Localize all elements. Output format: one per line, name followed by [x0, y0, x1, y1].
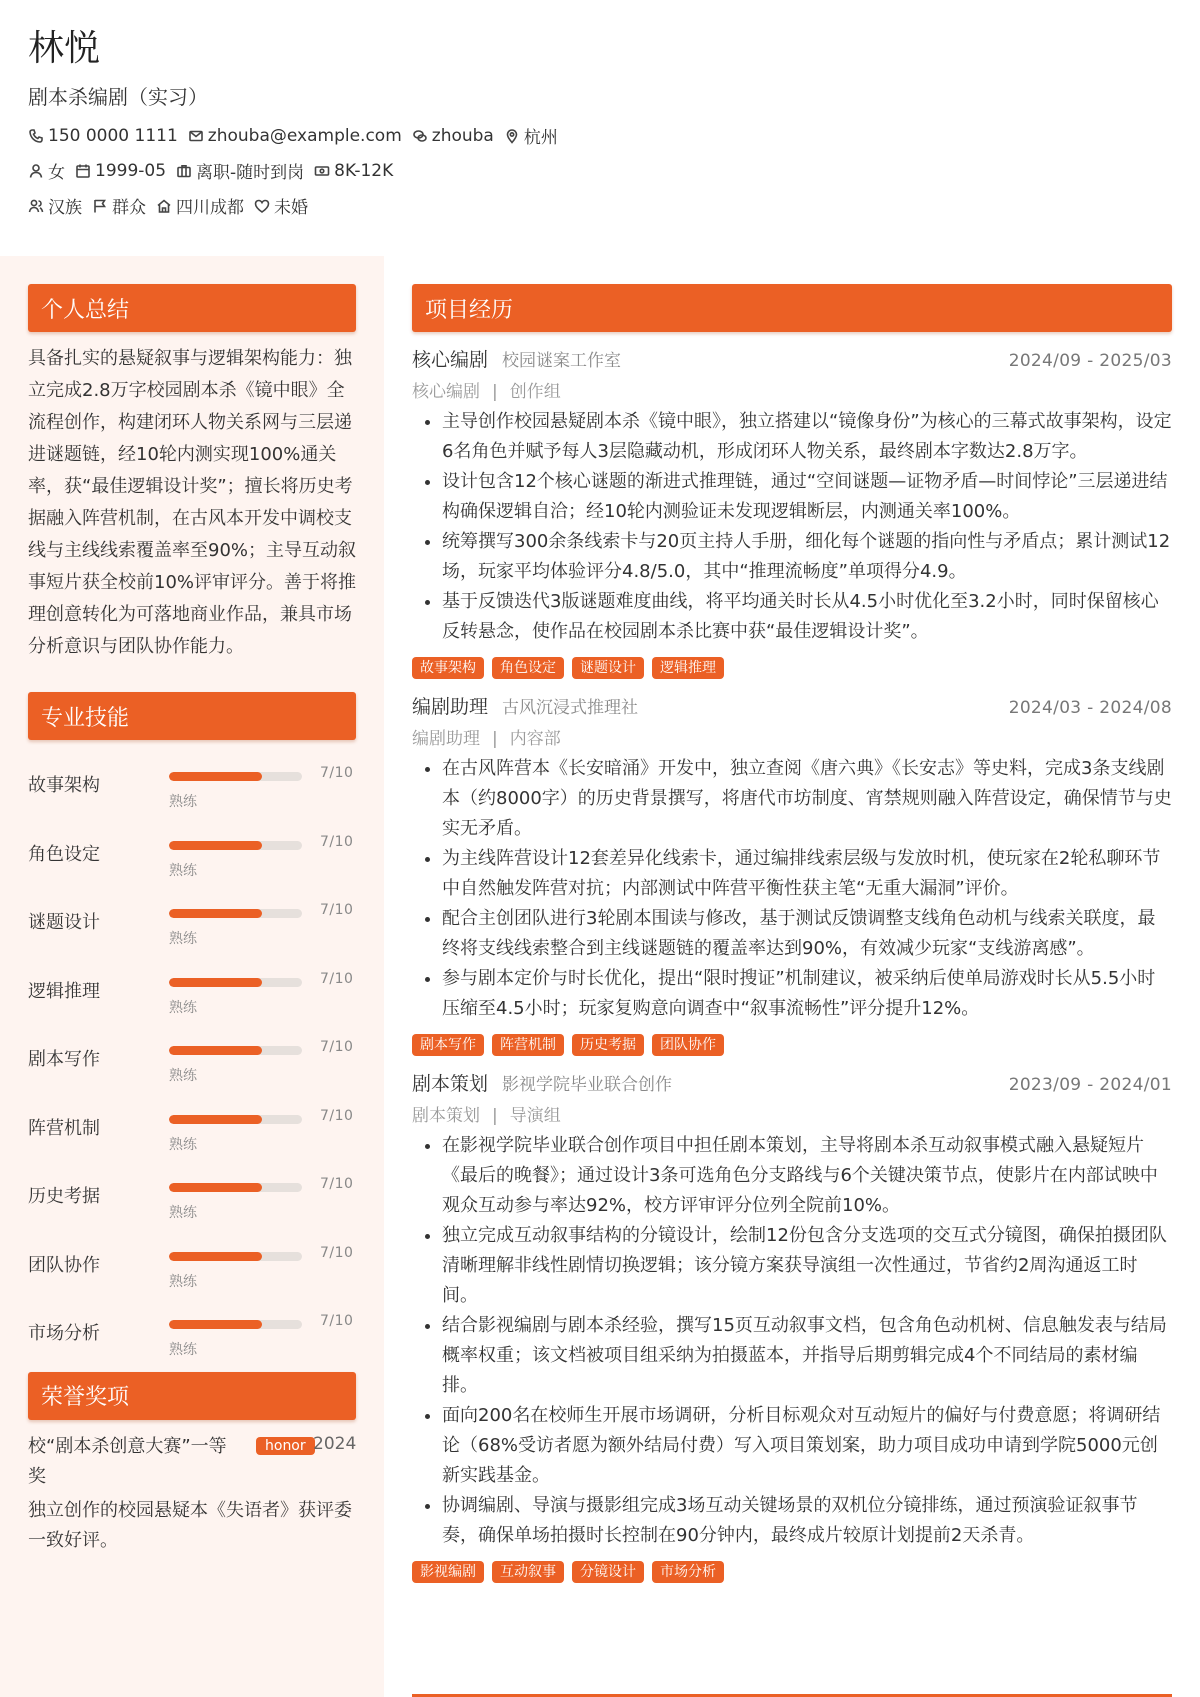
project-bullet: • 设计包含12个核心谜题的渐进式推理链，通过“空间谜题—证物矛盾—时间悖论”三层递进结构确保逻辑自洽；经10轮内测验证未发现逻辑断层，内测通关率100%。 [442, 467, 1172, 527]
skill-tag: 分镜设计 [572, 1561, 644, 1583]
skill-progress-bar [169, 1183, 302, 1192]
project-department: 创作组 [509, 382, 561, 402]
separator: | [492, 382, 498, 402]
honor-year: 2024 [313, 1433, 357, 1454]
flag-icon [92, 198, 108, 214]
resume-header [28, 26, 1168, 218]
honor-description: 独立创作的校园悬疑本《失语者》获评委一致好评。 [28, 1499, 352, 1551]
project-bullet: • 面向200名在校师生开展市场调研，分析目标观众对互动短片的偏好与付费意愿；将调研结论（68%受访者愿为额外结局付费）写入项目策划案，助力项目成功申请到学院5000元创新实践基金。 [442, 1401, 1172, 1491]
wechat-text: zhouba [431, 125, 494, 146]
project-bullet: • 基于反馈迭代3版谜题难度曲线，将平均通关时长从4.5小时优化至3.2小时，同时保留核心反转悬念，使作品在校园剧本杀比赛中获“最佳逻辑设计奖”。 [442, 587, 1172, 647]
skill-tag: 历史考据 [572, 1034, 644, 1056]
gender-item [28, 158, 65, 183]
skill-progress-bar [169, 772, 302, 781]
skill-name: 团队协作 [28, 1254, 100, 1276]
projects-list [412, 345, 1172, 1583]
skill-score: 7/10 [320, 765, 354, 781]
status-item [176, 158, 304, 183]
skills-section-title: 专业技能 [28, 692, 356, 740]
skill-level: 熟练 [169, 1136, 197, 1153]
contact-row [28, 124, 1168, 148]
politics-item [92, 193, 146, 218]
ethnicity-text: 汉族 [48, 198, 82, 219]
city-text: 杭州 [523, 128, 558, 149]
candidate-name: 林悦 [28, 28, 101, 69]
skill-item [28, 886, 356, 955]
summary-section-title: 个人总结 [28, 284, 356, 332]
project-subline [412, 377, 1172, 405]
skill-progress-bar [169, 1046, 302, 1055]
project-bullets [412, 1131, 1172, 1551]
skill-level: 熟练 [169, 1068, 197, 1084]
skill-name: 逻辑推理 [28, 980, 100, 1002]
project-department: 导演组 [509, 1106, 561, 1126]
candidate-role: 剧本杀编剧（实习） [28, 84, 208, 109]
skill-name: 市场分析 [28, 1323, 100, 1344]
skill-progress-fill [169, 772, 262, 781]
project-bullet: • 为主线阵营设计12套差异化线索卡，通过编排线索层级与发放时机，使玩家在2轮私聊环节中自然触发阵营对抗；内部测试中阵营平衡性获主笔“无重大漏洞”评价。 [442, 844, 1172, 904]
phone-icon [28, 128, 44, 144]
skill-tag: 剧本写作 [412, 1034, 484, 1056]
skill-progress-fill [169, 1183, 262, 1192]
skill-level: 熟练 [169, 1205, 197, 1221]
phone-text: 150 0000 1111 [48, 125, 178, 146]
mail-icon [188, 128, 204, 144]
summary-text: 具备扎实的悬疑叙事与逻辑架构能力：独立完成2.8万字校园剧本杀《镜中眼》全流程创作，构建闭环人物关系网与三层递进谜题链，经10轮内测实现100%通关率，获“最佳逻辑设计奖”；擅长将历史考据融入阵营机制，在古风本开发中调校支线与主线线索覆盖率至90%；主导互动叙事短片获全校前10%评审评分。善于将推理创意转化为可落地商业作品，兼具市场分析意识与团队协作能力。 [28, 348, 357, 657]
skill-score: 7/10 [320, 970, 354, 987]
skill-name: 谜题设计 [28, 912, 100, 933]
project-subline [412, 1101, 1172, 1129]
skill-tag: 互动叙事 [492, 1561, 564, 1583]
skill-progress-fill [169, 1252, 262, 1261]
project-date: 2023/09 - 2024/01 [1008, 1075, 1172, 1095]
politics-text: 群众 [112, 198, 146, 219]
status-text: 离职-随时到岗 [196, 163, 305, 184]
project-bullets [412, 754, 1172, 1024]
skill-progress-fill [169, 1046, 262, 1055]
project-bullets [412, 407, 1172, 647]
skill-progress-bar [169, 1115, 302, 1124]
skill-item [28, 818, 356, 887]
skill-level: 熟练 [169, 1342, 197, 1358]
skill-progress-fill [169, 909, 262, 918]
skill-score: 7/10 [320, 1176, 354, 1192]
skill-level: 熟练 [169, 794, 197, 810]
main-content [412, 284, 1172, 1583]
skill-item [28, 1297, 356, 1366]
skill-score: 7/10 [320, 1107, 354, 1124]
project-bullet: • 协调编剧、导演与摄影组完成3场互动关键场景的双机位分镜排练，通过预演验证叙事节奏，确保单场拍摄时长控制在90分钟内，最终成片较原计划提前2天杀青。 [442, 1491, 1172, 1551]
people-icon [28, 198, 44, 214]
ethnicity-item [28, 193, 82, 218]
skill-level: 熟练 [169, 862, 197, 879]
skill-item [28, 1023, 356, 1092]
gender-text: 女 [48, 163, 65, 184]
project-date: 2024/09 - 2025/03 [1008, 351, 1172, 371]
money-icon [314, 163, 330, 179]
project-organization: 影视学院毕业联合创作 [502, 1075, 673, 1095]
skill-score: 7/10 [320, 1039, 354, 1055]
skill-progress-bar [169, 1252, 302, 1261]
skill-tag: 谜题设计 [572, 657, 644, 679]
project-bullet: • 配合主创团队进行3轮剧本围读与修改，基于测试反馈调整支线角色动机与线索关联度，最终将支线线索整合到主线谜题链的覆盖率达到90%，有效减少玩家“支线游离感”。 [442, 904, 1172, 964]
marital-text: 未婚 [274, 198, 308, 219]
skill-progress-fill [169, 841, 262, 850]
project-header [412, 345, 1172, 375]
skill-score: 7/10 [320, 1313, 354, 1329]
phone-item [28, 126, 178, 146]
project-tags [412, 657, 1172, 679]
project-sub-role: 剧本策划 [412, 1106, 480, 1126]
skill-progress-fill [169, 1115, 262, 1124]
skill-tag: 逻辑推理 [652, 657, 724, 679]
honors-section-title: 荣誉奖项 [28, 1372, 356, 1420]
project-tags [412, 1034, 1172, 1056]
project-role: 剧本策划 [412, 1073, 489, 1095]
project-tags [412, 1561, 1172, 1583]
skill-name: 故事架构 [28, 775, 100, 796]
skill-progress-bar [169, 841, 302, 850]
project-bullet: • 参与剧本定价与时长优化，提出“限时搜证”机制建议，被采纳后使单局游戏时长从5.5小时压缩至4.5小时；玩家复购意向调查中“叙事流畅性”评分提升12%。 [442, 964, 1172, 1024]
skill-name: 角色设定 [28, 843, 100, 865]
skill-score: 7/10 [320, 833, 354, 850]
project-organization: 校园谜案工作室 [502, 351, 622, 371]
skill-name: 历史考据 [28, 1186, 100, 1207]
skill-level: 熟练 [169, 999, 197, 1016]
skill-progress-fill [169, 1320, 262, 1329]
skill-tag: 影视编剧 [412, 1561, 484, 1583]
hometown-item [156, 193, 244, 218]
honor-item [28, 1432, 356, 1556]
skill-progress-bar [169, 909, 302, 918]
project-date: 2024/03 - 2024/08 [1008, 698, 1172, 718]
hometown-text: 四川成都 [176, 198, 244, 219]
wechat-icon [412, 128, 428, 144]
wechat-item [412, 126, 494, 146]
skill-tag: 市场分析 [652, 1561, 724, 1583]
skills-list [28, 749, 356, 1366]
skill-name: 剧本写作 [28, 1049, 100, 1070]
project-bullet: • 在影视学院毕业联合创作项目中担任剧本策划，主导将剧本杀互动叙事模式融入悬疑短片《最后的晚餐》；通过设计3条可选角色分支路线与6个关键决策节点，使影片在内部试映中观众互动参与率达92%，校方评审评分位列全院前10%。 [442, 1131, 1172, 1221]
project-role: 编剧助理 [412, 696, 489, 718]
skill-level: 熟练 [169, 931, 197, 947]
skill-progress-fill [169, 978, 262, 987]
project-entry [412, 692, 1172, 1056]
skill-level: 熟练 [169, 1273, 197, 1290]
project-sub-role: 编剧助理 [412, 729, 480, 749]
project-entry [412, 345, 1172, 679]
salary-text: 8K-12K [334, 160, 394, 181]
project-entry [412, 1069, 1172, 1583]
skill-item [28, 1160, 356, 1229]
honor-tag: honor [256, 1437, 315, 1455]
separator: | [492, 1106, 498, 1126]
project-bullet: • 在古风阵营本《长安暗涌》开发中，独立查阅《唐六典》《长安志》等史料，完成3条支线剧本（约8000字）的历史背景撰写，将唐代市坊制度、宵禁规则融入阵营设定，确保情节与史实无矛盾。 [442, 754, 1172, 844]
city-item [504, 123, 558, 148]
project-role: 核心编剧 [412, 349, 489, 371]
salary-item [314, 161, 393, 181]
project-bullet: • 主导创作校园悬疑剧本杀《镜中眼》，独立搭建以“镜像身份”为核心的三幕式故事架构，设定6名角色并赋予每人3层隐藏动机，形成闭环人物关系，最终剧本字数达2.8万字。 [442, 407, 1172, 467]
location-icon [504, 128, 520, 144]
email-item[interactable] [188, 126, 402, 146]
project-bullet: • 结合影视编剧与剧本杀经验，撰写15页互动叙事文档，包含角色动机树、信息触发表与结局概率权重；该文档被项目组采纳为拍摄蓝本，并指导后期剪辑完成4个不同结局的素材编排。 [442, 1311, 1172, 1401]
project-sub-role: 核心编剧 [412, 382, 480, 402]
skill-tag: 故事架构 [412, 657, 484, 679]
email-text[interactable]: zhouba@example.com [207, 125, 402, 146]
project-department: 内容部 [509, 729, 561, 749]
skill-progress-bar [169, 1320, 302, 1329]
personal-row [28, 159, 1168, 183]
project-bullet: • 统筹撰写300余条线索卡与20页主持人手册，细化每个谜题的指向性与矛盾点；累计测试12场，玩家平均体验评分4.8/5.0，其中“推理流畅度”单项得分4.9。 [442, 527, 1172, 587]
skill-item [28, 749, 356, 818]
briefcase-icon [176, 163, 192, 179]
project-header [412, 692, 1172, 722]
person-icon [28, 163, 44, 179]
project-bullet: • 独立完成互动叙事结构的分镜设计，绘制12份包含分支选项的交互式分镜图，确保拍摄团队清晰理解非线性剧情切换逻辑；该分镜方案获导演组一次性通过，节省约2周沟通返工时间。 [442, 1221, 1172, 1311]
marital-item [254, 193, 308, 218]
birth-item [75, 161, 166, 181]
project-subline [412, 724, 1172, 752]
skill-score: 7/10 [320, 902, 354, 918]
projects-section-title: 项目经历 [412, 284, 1172, 332]
skill-name: 阵营机制 [28, 1117, 100, 1139]
skill-tag: 阵营机制 [492, 1034, 564, 1056]
skill-item [28, 1229, 356, 1298]
home-icon [156, 198, 172, 214]
project-organization: 古风沉浸式推理社 [502, 698, 639, 718]
skill-item [28, 1092, 356, 1161]
calendar-icon [75, 163, 91, 179]
skill-tag: 团队协作 [652, 1034, 724, 1056]
birth-text: 1999-05 [95, 160, 167, 181]
skill-item [28, 955, 356, 1024]
skill-score: 7/10 [320, 1244, 354, 1261]
honor-name: 校“剧本杀创意大赛”一等奖 [28, 1435, 227, 1487]
sidebar [28, 284, 356, 1556]
background-row [28, 194, 1168, 218]
project-header [412, 1069, 1172, 1099]
skill-progress-bar [169, 978, 302, 987]
separator: | [492, 729, 498, 749]
skill-tag: 角色设定 [492, 657, 564, 679]
heart-icon [254, 198, 270, 214]
